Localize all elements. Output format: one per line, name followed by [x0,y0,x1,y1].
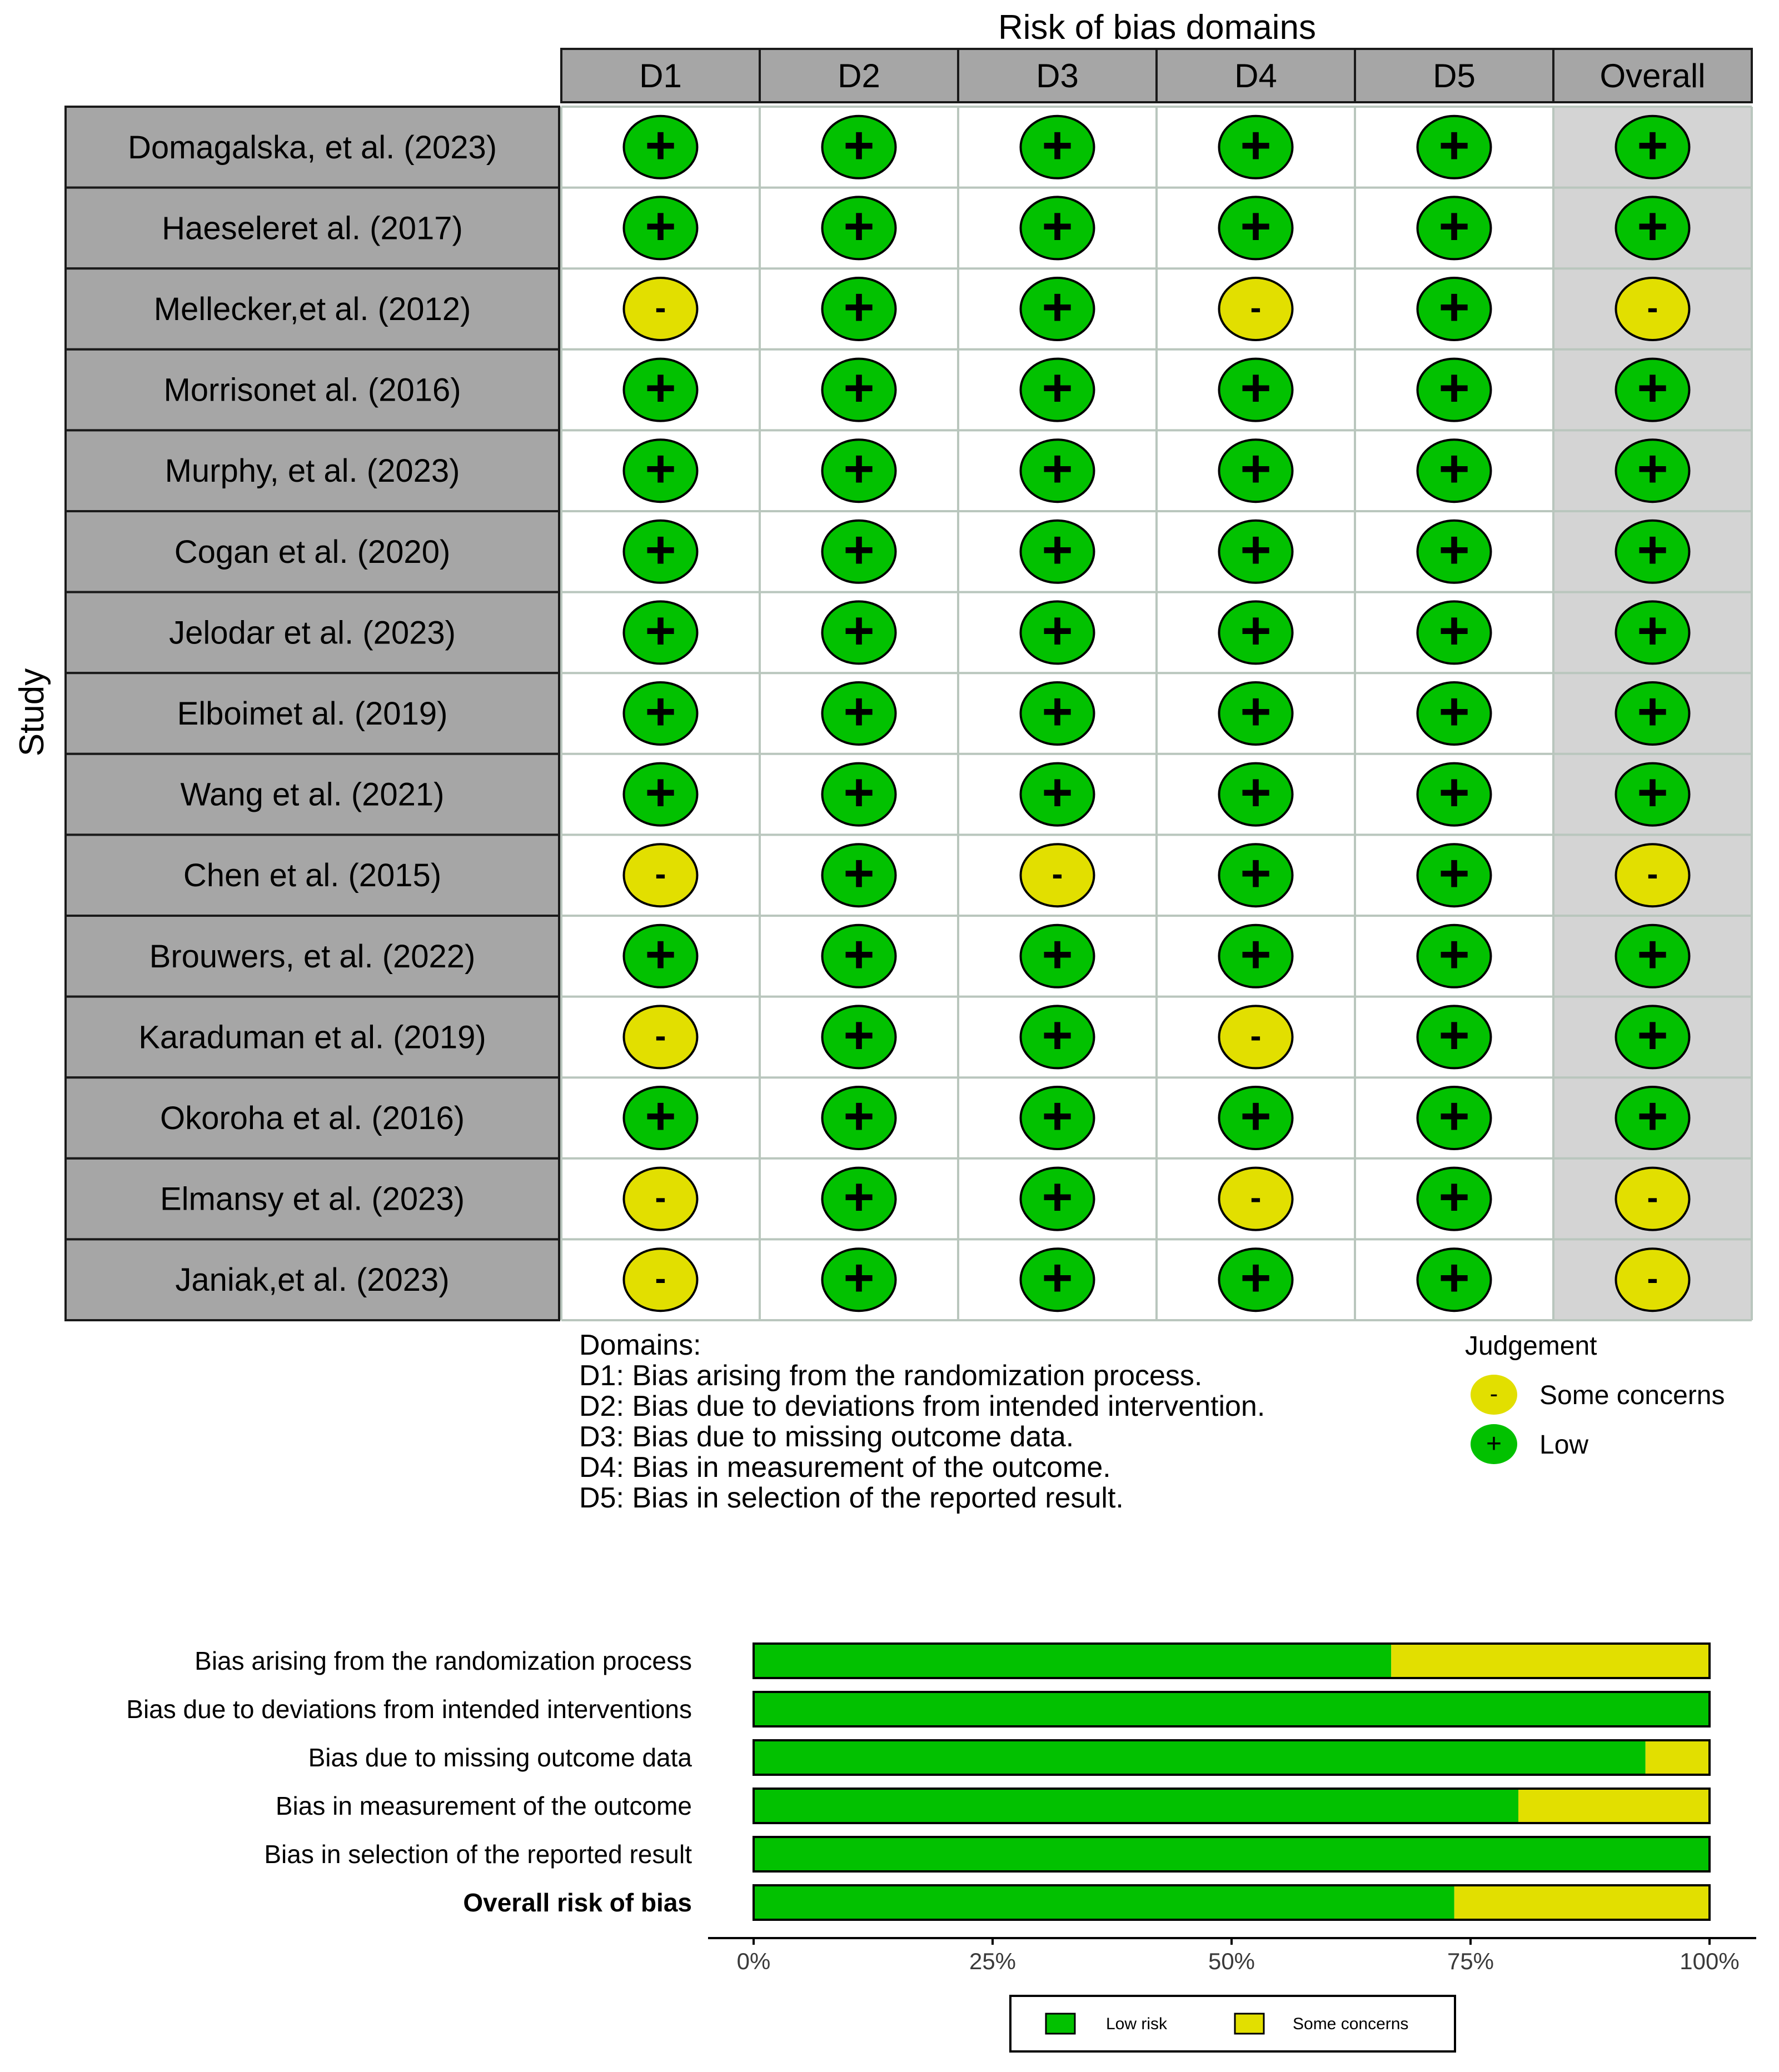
bar-segments [754,1644,1710,1920]
judgement-symbol-low: + [645,601,676,661]
judgement-symbol-low: + [1042,1005,1073,1065]
judgement-symbol-some-concerns: - [655,1179,666,1216]
judgement-symbol-low: + [1637,924,1668,984]
judgement-symbol-low: + [1637,196,1668,256]
judgement-symbol-low: + [1438,1167,1470,1227]
judgement-symbol-low: + [843,762,875,822]
judgement-symbol-low: + [1637,358,1668,418]
judgement-symbol-low: + [1637,682,1668,741]
judgement-symbol-some-concerns: - [655,289,666,326]
bar-segment-some-concerns [1518,1789,1710,1823]
judgement-symbol-low: + [843,358,875,418]
bar-legend [1010,1996,1455,2051]
judgement-symbol-low: + [1438,924,1470,984]
domain-header-d1: D1 [639,57,682,94]
bar-label-overall-risk-of-bias: Overall risk of bias [463,1888,692,1917]
judgement-symbol-low: + [1637,439,1668,499]
judgement-symbol-low: + [1240,843,1272,903]
legend-low-symbol: + [1486,1429,1502,1459]
domain-description-d1: D1: Bias arising from the randomization process. [579,1360,1203,1392]
judgement-symbol-low: + [645,439,676,499]
study-label: Chen et al. (2015) [183,857,442,894]
judgement-symbol-low: + [1042,762,1073,822]
judgement-symbol-low: + [843,682,875,741]
judgement-symbol-low: + [645,520,676,580]
judgement-symbol-some-concerns: - [1647,1179,1658,1216]
legend-some-concerns-symbol: - [1489,1380,1498,1407]
judgement-symbol-low: + [843,520,875,580]
bar-segment-some-concerns [1454,1885,1710,1920]
judgement-symbol-low: + [1240,601,1272,661]
judgement-symbol-low: + [1637,115,1668,175]
study-label: Haeseleret al. (2017) [162,210,463,247]
summary-bar-chart [126,1644,1756,2051]
judgement-symbol-low: + [1042,601,1073,661]
judgement-symbol-low: + [843,1167,875,1227]
judgement-symbol-low: + [843,439,875,499]
traffic-light-grid [561,107,1752,1320]
judgement-symbol-low: + [1240,196,1272,256]
domain-header-d4: D4 [1234,57,1277,94]
judgement-symbol-low: + [1438,196,1470,256]
judgement-symbol-some-concerns: - [655,855,666,893]
judgement-legend-title: Judgement [1465,1331,1597,1361]
judgement-symbol-low: + [1240,439,1272,499]
traffic-light-y-axis-label: Study [13,668,51,757]
bar-x-tick-label: 25% [969,1948,1016,1974]
judgement-symbol-low: + [1240,520,1272,580]
bar-legend-some-concerns-swatch [1235,2014,1264,2034]
domains-heading: Domains: [579,1329,701,1361]
judgement-symbol-low: + [843,277,875,337]
judgement-symbol-low: + [1042,358,1073,418]
judgement-symbol-some-concerns: - [1647,855,1658,893]
bar-segment-low-risk [754,1644,1391,1678]
judgement-symbol-low: + [1240,682,1272,741]
judgement-symbol-low: + [1438,1005,1470,1065]
traffic-light-plot [13,8,1752,1320]
judgement-symbol-low: + [843,924,875,984]
judgement-symbol-low: + [1438,1248,1470,1308]
bar-segment-low-risk [754,1740,1646,1775]
judgement-symbol-low: + [645,682,676,741]
judgement-symbol-low: + [843,1086,875,1146]
judgement-symbol-low: + [843,843,875,903]
judgement-symbol-low: + [1240,924,1272,984]
judgement-symbol-low: + [1240,762,1272,822]
judgement-symbol-low: + [1438,762,1470,822]
judgement-legend [1465,1331,1725,1464]
bar-x-axis [708,1938,1756,1974]
study-label: Jelodar et al. (2023) [169,615,456,651]
judgement-symbol-low: + [1637,1086,1668,1146]
judgement-symbol-some-concerns: - [655,1017,666,1055]
domain-description-d3: D3: Bias due to missing outcome data. [579,1421,1074,1453]
legend-low-label: Low [1539,1430,1589,1460]
bar-category-labels [126,1646,692,1917]
judgement-symbol-low: + [1042,196,1073,256]
domain-descriptions [579,1329,1265,1514]
study-label: Wang et al. (2021) [180,776,445,813]
judgement-symbol-low: + [1240,115,1272,175]
bar-legend-low-risk-label: Low risk [1106,2015,1168,2033]
judgement-symbol-low: + [1438,358,1470,418]
bar-label-bias-in-measurement-of-the-outcome: Bias in measurement of the outcome [275,1791,692,1820]
bar-segment-low-risk [754,1692,1710,1726]
judgement-symbol-some-concerns: - [1647,289,1658,326]
bar-label-bias-due-to-missing-outcome-data: Bias due to missing outcome data [308,1743,692,1772]
bar-segment-low-risk [754,1885,1454,1920]
bar-segment-some-concerns [1646,1740,1710,1775]
study-label: Murphy, et al. (2023) [165,453,460,490]
study-label: Karaduman et al. (2019) [138,1019,486,1056]
study-label: Cogan et al. (2020) [174,533,451,570]
judgement-symbol-low: + [645,196,676,256]
judgement-symbol-low: + [843,1005,875,1065]
judgement-symbol-low: + [1637,1005,1668,1065]
judgement-symbol-low: + [1438,439,1470,499]
judgement-symbol-low: + [1240,1248,1272,1308]
bar-label-bias-due-to-deviations-from-intended-interventions: Bias due to deviations from intended interventions [126,1695,692,1724]
judgement-symbol-low: + [645,1086,676,1146]
bar-x-tick-label: 75% [1447,1948,1494,1974]
domain-description-d5: D5: Bias in selection of the reported result. [579,1482,1124,1514]
bar-label-bias-arising-from-the-randomization-process: Bias arising from the randomization process [195,1646,692,1675]
judgement-symbol-low: + [1042,115,1073,175]
study-label: Domagalska, et al. (2023) [127,129,497,166]
traffic-light-title: Risk of bias domains [998,8,1317,47]
study-label: Morrisonet al. (2016) [163,372,461,408]
judgement-symbol-low: + [1240,1086,1272,1146]
bar-x-tick-label: 0% [736,1948,771,1974]
judgement-symbol-low: + [1438,601,1470,661]
judgement-symbol-some-concerns: - [1250,289,1262,326]
judgement-symbol-some-concerns: - [1250,1017,1262,1055]
judgement-symbol-low: + [1042,520,1073,580]
judgement-symbol-low: + [1042,277,1073,337]
judgement-symbol-low: + [645,358,676,418]
judgement-symbol-some-concerns: - [1647,1260,1658,1297]
judgement-symbol-low: + [843,115,875,175]
judgement-symbol-some-concerns: - [655,1260,666,1297]
bar-label-bias-in-selection-of-the-reported-result: Bias in selection of the reported result [264,1840,692,1869]
judgement-symbol-low: + [1042,439,1073,499]
judgement-symbol-low: + [1438,115,1470,175]
judgement-symbol-some-concerns: - [1250,1179,1262,1216]
study-label: Okoroha et al. (2016) [160,1100,465,1136]
judgement-symbol-low: + [1438,1086,1470,1146]
domain-column-headers [561,49,1752,102]
bar-x-tick-label: 50% [1208,1948,1255,1974]
study-label: Elmansy et al. (2023) [160,1181,465,1217]
bar-x-tick-label: 100% [1680,1948,1740,1974]
bar-legend-low-risk-swatch [1046,2014,1075,2034]
domain-header-d5: D5 [1433,57,1476,94]
judgement-symbol-low: + [843,196,875,256]
bar-segment-some-concerns [1391,1644,1710,1678]
judgement-symbol-low: + [1042,682,1073,741]
judgement-symbol-low: + [645,115,676,175]
bar-legend-some-concerns-label: Some concerns [1293,2015,1409,2033]
bar-segment-low-risk [754,1789,1518,1823]
judgement-symbol-low: + [1042,1167,1073,1227]
judgement-symbol-some-concerns: - [1052,855,1063,893]
judgement-symbol-low: + [1438,277,1470,337]
judgement-symbol-low: + [843,601,875,661]
judgement-symbol-low: + [1240,358,1272,418]
domain-header-overall: Overall [1599,57,1706,94]
judgement-symbol-low: + [1637,520,1668,580]
domain-description-d4: D4: Bias in measurement of the outcome. [579,1451,1111,1484]
study-labels [66,107,559,1320]
study-label: Brouwers, et al. (2022) [149,938,476,975]
study-label: Elboimet al. (2019) [177,696,448,732]
judgement-symbol-low: + [645,762,676,822]
judgement-symbol-low: + [1637,601,1668,661]
study-label: Janiak,et al. (2023) [175,1262,450,1299]
legend-some-concerns-label: Some concerns [1539,1381,1725,1410]
bar-segment-low-risk [754,1837,1710,1871]
judgement-symbol-low: + [843,1248,875,1308]
study-label: Mellecker,et al. (2012) [153,291,471,327]
domain-header-d2: D2 [838,57,880,94]
judgement-symbol-low: + [1042,1248,1073,1308]
judgement-symbol-low: + [1438,682,1470,741]
judgement-symbol-low: + [645,924,676,984]
judgement-symbol-low: + [1637,762,1668,822]
judgement-symbol-low: + [1438,520,1470,580]
judgement-symbol-low: + [1042,1086,1073,1146]
domain-description-d2: D2: Bias due to deviations from intended intervention. [579,1390,1265,1422]
domain-header-d3: D3 [1036,57,1079,94]
judgement-symbol-low: + [1438,843,1470,903]
judgement-symbol-low: + [1042,924,1073,984]
